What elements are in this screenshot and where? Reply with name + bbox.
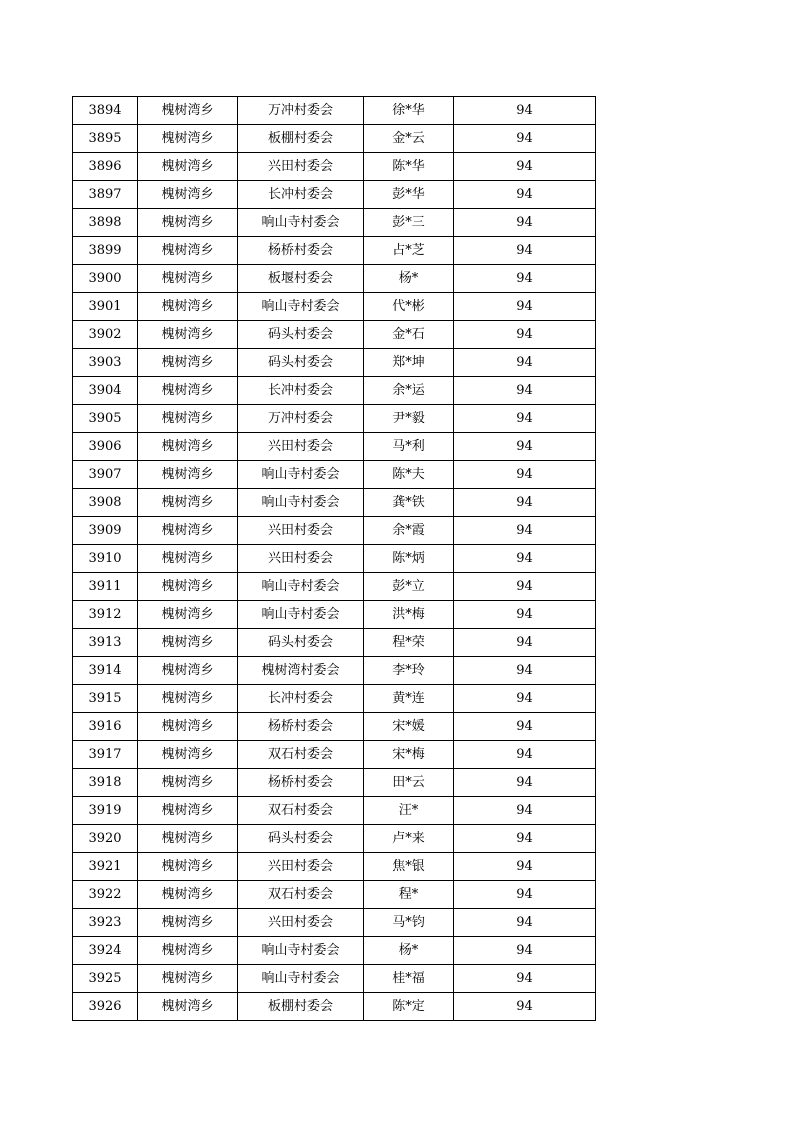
score-cell: 94 [454,881,596,909]
table-row [73,629,596,657]
table-row [73,601,596,629]
score-cell: 94 [454,685,596,713]
name-cell: 卢*来 [364,825,454,853]
name-cell: 程*荣 [364,629,454,657]
table-row [73,937,596,965]
village-committee-cell: 兴田村委会 [238,853,364,881]
township-cell: 槐树湾乡 [138,321,238,349]
name-cell: 陈*夫 [364,461,454,489]
table-row [73,125,596,153]
village-committee-cell: 万冲村委会 [238,97,364,125]
table-row [73,433,596,461]
township-cell: 槐树湾乡 [138,293,238,321]
score-cell: 94 [454,517,596,545]
score-cell: 94 [454,209,596,237]
score-cell: 94 [454,433,596,461]
score-cell: 94 [454,321,596,349]
village-committee-cell: 响山寺村委会 [238,573,364,601]
table-row [73,153,596,181]
table-row [73,825,596,853]
village-committee-cell: 长冲村委会 [238,181,364,209]
township-cell: 槐树湾乡 [138,601,238,629]
township-cell: 槐树湾乡 [138,237,238,265]
name-cell: 徐*华 [364,97,454,125]
village-committee-cell: 响山寺村委会 [238,461,364,489]
township-cell: 槐树湾乡 [138,797,238,825]
name-cell: 陈*炳 [364,545,454,573]
score-cell: 94 [454,125,596,153]
table-row [73,685,596,713]
row-number-cell: 3918 [73,769,138,797]
score-cell: 94 [454,181,596,209]
name-cell: 金*云 [364,125,454,153]
township-cell: 槐树湾乡 [138,461,238,489]
row-number-cell: 3899 [73,237,138,265]
name-cell: 陈*定 [364,993,454,1021]
table-row [73,97,596,125]
score-cell: 94 [454,741,596,769]
township-cell: 槐树湾乡 [138,825,238,853]
township-cell: 槐树湾乡 [138,97,238,125]
township-cell: 槐树湾乡 [138,713,238,741]
row-number-cell: 3922 [73,881,138,909]
table-row [73,881,596,909]
township-cell: 槐树湾乡 [138,545,238,573]
row-number-cell: 3906 [73,433,138,461]
township-cell: 槐树湾乡 [138,909,238,937]
data-table [72,96,596,1021]
score-cell: 94 [454,853,596,881]
table-row [73,545,596,573]
score-cell: 94 [454,937,596,965]
table-row [73,713,596,741]
score-cell: 94 [454,769,596,797]
table-row [73,489,596,517]
row-number-cell: 3908 [73,489,138,517]
name-cell: 马*利 [364,433,454,461]
village-committee-cell: 兴田村委会 [238,433,364,461]
village-committee-cell: 板棚村委会 [238,993,364,1021]
name-cell: 李*玲 [364,657,454,685]
row-number-cell: 3925 [73,965,138,993]
row-number-cell: 3904 [73,377,138,405]
village-committee-cell: 兴田村委会 [238,517,364,545]
township-cell: 槐树湾乡 [138,657,238,685]
table-row [73,349,596,377]
table-row [73,769,596,797]
village-committee-cell: 板棚村委会 [238,125,364,153]
township-cell: 槐树湾乡 [138,517,238,545]
score-cell: 94 [454,601,596,629]
township-cell: 槐树湾乡 [138,769,238,797]
township-cell: 槐树湾乡 [138,741,238,769]
row-number-cell: 3907 [73,461,138,489]
table-row [73,965,596,993]
village-committee-cell: 兴田村委会 [238,153,364,181]
table-body [73,97,596,1021]
row-number-cell: 3913 [73,629,138,657]
row-number-cell: 3917 [73,741,138,769]
table-row [73,405,596,433]
township-cell: 槐树湾乡 [138,629,238,657]
row-number-cell: 3905 [73,405,138,433]
name-cell: 彭*三 [364,209,454,237]
name-cell: 程* [364,881,454,909]
village-committee-cell: 兴田村委会 [238,545,364,573]
score-cell: 94 [454,797,596,825]
township-cell: 槐树湾乡 [138,181,238,209]
row-number-cell: 3910 [73,545,138,573]
township-cell: 槐树湾乡 [138,405,238,433]
score-cell: 94 [454,489,596,517]
table-row [73,321,596,349]
row-number-cell: 3911 [73,573,138,601]
score-cell: 94 [454,573,596,601]
score-cell: 94 [454,265,596,293]
village-committee-cell: 响山寺村委会 [238,601,364,629]
name-cell: 余*霞 [364,517,454,545]
village-committee-cell: 万冲村委会 [238,405,364,433]
score-cell: 94 [454,97,596,125]
name-cell: 宋*梅 [364,741,454,769]
score-cell: 94 [454,965,596,993]
row-number-cell: 3912 [73,601,138,629]
name-cell: 金*石 [364,321,454,349]
score-cell: 94 [454,461,596,489]
village-committee-cell: 响山寺村委会 [238,965,364,993]
name-cell: 宋*媛 [364,713,454,741]
table-row [73,209,596,237]
table-row [73,573,596,601]
village-committee-cell: 双石村委会 [238,797,364,825]
score-cell: 94 [454,405,596,433]
row-number-cell: 3920 [73,825,138,853]
village-committee-cell: 兴田村委会 [238,909,364,937]
name-cell: 彭*华 [364,181,454,209]
township-cell: 槐树湾乡 [138,349,238,377]
table-row [73,293,596,321]
name-cell: 陈*华 [364,153,454,181]
township-cell: 槐树湾乡 [138,433,238,461]
township-cell: 槐树湾乡 [138,125,238,153]
village-committee-cell: 响山寺村委会 [238,293,364,321]
name-cell: 余*运 [364,377,454,405]
township-cell: 槐树湾乡 [138,937,238,965]
score-cell: 94 [454,993,596,1021]
name-cell: 黄*连 [364,685,454,713]
row-number-cell: 3909 [73,517,138,545]
village-committee-cell: 槐树湾村委会 [238,657,364,685]
name-cell: 汪* [364,797,454,825]
row-number-cell: 3900 [73,265,138,293]
row-number-cell: 3923 [73,909,138,937]
table-row [73,909,596,937]
name-cell: 桂*福 [364,965,454,993]
score-cell: 94 [454,545,596,573]
table-row [73,461,596,489]
table-row [73,265,596,293]
village-committee-cell: 长冲村委会 [238,685,364,713]
township-cell: 槐树湾乡 [138,209,238,237]
township-cell: 槐树湾乡 [138,573,238,601]
name-cell: 马*钧 [364,909,454,937]
row-number-cell: 3898 [73,209,138,237]
score-cell: 94 [454,377,596,405]
village-committee-cell: 响山寺村委会 [238,937,364,965]
name-cell: 焦*银 [364,853,454,881]
name-cell: 尹*毅 [364,405,454,433]
score-cell: 94 [454,713,596,741]
row-number-cell: 3916 [73,713,138,741]
name-cell: 田*云 [364,769,454,797]
row-number-cell: 3895 [73,125,138,153]
village-committee-cell: 码头村委会 [238,825,364,853]
village-committee-cell: 杨桥村委会 [238,713,364,741]
row-number-cell: 3896 [73,153,138,181]
score-cell: 94 [454,349,596,377]
township-cell: 槐树湾乡 [138,685,238,713]
township-cell: 槐树湾乡 [138,965,238,993]
row-number-cell: 3894 [73,97,138,125]
table-row [73,181,596,209]
score-cell: 94 [454,825,596,853]
village-committee-cell: 杨桥村委会 [238,769,364,797]
row-number-cell: 3914 [73,657,138,685]
township-cell: 槐树湾乡 [138,881,238,909]
name-cell: 龚*铁 [364,489,454,517]
name-cell: 杨* [364,265,454,293]
score-cell: 94 [454,237,596,265]
township-cell: 槐树湾乡 [138,265,238,293]
score-cell: 94 [454,153,596,181]
name-cell: 杨* [364,937,454,965]
row-number-cell: 3903 [73,349,138,377]
row-number-cell: 3915 [73,685,138,713]
village-committee-cell: 响山寺村委会 [238,489,364,517]
score-cell: 94 [454,909,596,937]
name-cell: 洪*梅 [364,601,454,629]
township-cell: 槐树湾乡 [138,377,238,405]
village-committee-cell: 双石村委会 [238,881,364,909]
township-cell: 槐树湾乡 [138,993,238,1021]
row-number-cell: 3897 [73,181,138,209]
village-committee-cell: 板堰村委会 [238,265,364,293]
village-committee-cell: 长冲村委会 [238,377,364,405]
table-row [73,797,596,825]
score-cell: 94 [454,629,596,657]
village-committee-cell: 杨桥村委会 [238,237,364,265]
table-row [73,377,596,405]
row-number-cell: 3924 [73,937,138,965]
table-row [73,657,596,685]
village-committee-cell: 码头村委会 [238,349,364,377]
row-number-cell: 3902 [73,321,138,349]
village-committee-cell: 码头村委会 [238,629,364,657]
table-row [73,853,596,881]
score-cell: 94 [454,657,596,685]
township-cell: 槐树湾乡 [138,153,238,181]
row-number-cell: 3901 [73,293,138,321]
row-number-cell: 3921 [73,853,138,881]
row-number-cell: 3919 [73,797,138,825]
village-committee-cell: 码头村委会 [238,321,364,349]
table-row [73,741,596,769]
name-cell: 彭*立 [364,573,454,601]
township-cell: 槐树湾乡 [138,489,238,517]
village-committee-cell: 双石村委会 [238,741,364,769]
table-row [73,517,596,545]
table-row [73,993,596,1021]
score-cell: 94 [454,293,596,321]
name-cell: 郑*坤 [364,349,454,377]
village-committee-cell: 响山寺村委会 [238,209,364,237]
row-number-cell: 3926 [73,993,138,1021]
name-cell: 代*彬 [364,293,454,321]
table-row [73,237,596,265]
name-cell: 占*芝 [364,237,454,265]
township-cell: 槐树湾乡 [138,853,238,881]
